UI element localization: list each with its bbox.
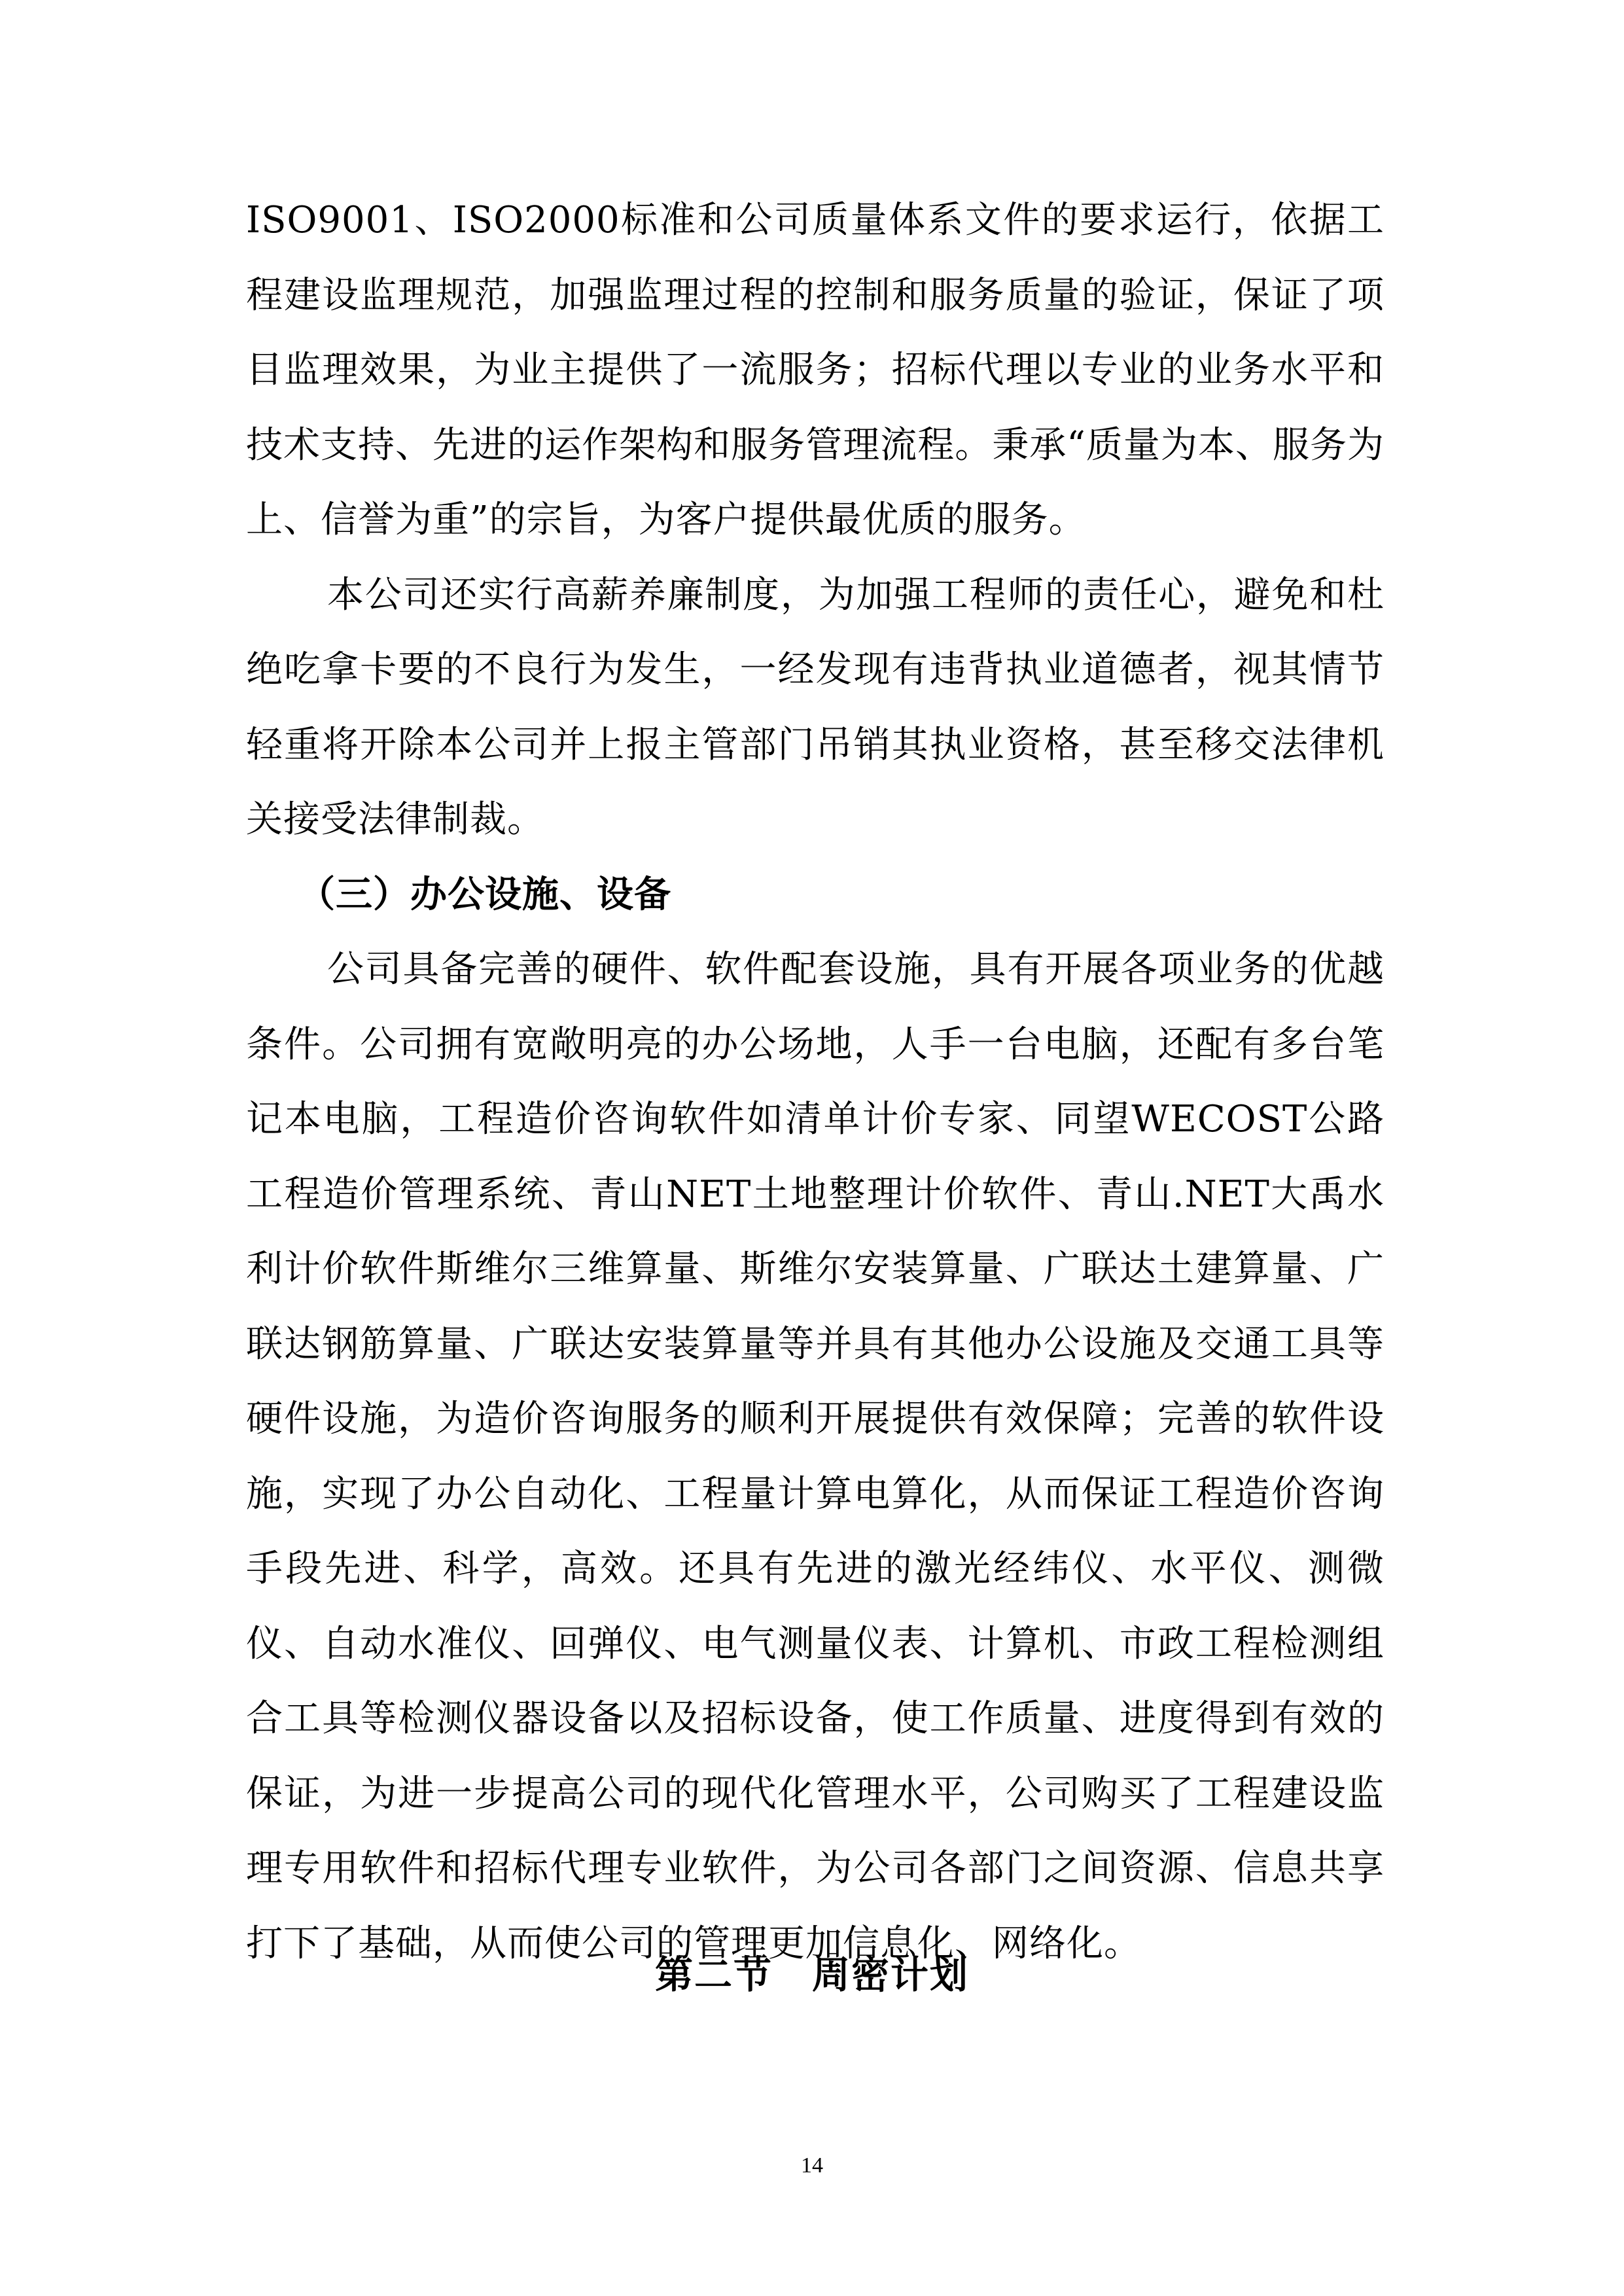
paragraph-quality-service: ISO9001、ISO2000标准和公司质量体系文件的要求运行，依据工程建设监理规范，加强监理过程的控制和服务质量的验证，保证了项目监理效果，为业主提供了一流服务；招标代理以专业的业务水平和技术支持、先进的运作架构和服务管理流程。秉承“质量为本、服务为上、信誉为重”的宗旨，为客户提供最优质的服务。 bbox=[246, 199, 1385, 541]
body-text bbox=[246, 183, 1385, 1981]
page-number: 14 bbox=[801, 2153, 823, 2178]
paragraph-office-facilities: 公司具备完善的硬件、软件配套设施，具有开展各项业务的优越条件。公司拥有宽敞明亮的办公场地，人手一台电脑，还配有多台笔记本电脑，工程造价咨询软件如清单计价专家、同望WECOST公路工程造价管理系统、青山NET土地整理计价软件、青山.NET大禹水利计价软件斯维尔三维算量、斯维尔安装算量、广联达土建算量、广联达钢筋算量、广联达安装算量等并具有其他办公设施及交通工具等硬件设施，为造价咨询服务的顺利开展提供有效保障；完善的软件设施，实现了办公自动化、工程量计算电算化，从而保证工程造价咨询手段先进、科学，高效。还具有先进的激光经纬仪、水平仪、测微仪、自动水准仪、回弹仪、电气测量仪表、计算机、市政工程检测组合工具等检测仪器设备以及招标设备，使工作质量、进度得到有效的保证，为进一步提高公司的现代化管理水平，公司购买了工程建设监理专用软件和招标代理专业软件，为公司各部门之间资源、信息共享打下了基础，从而使公司的管理更加信息化、网络化。 bbox=[246, 948, 1385, 1965]
paragraph-integrity-policy: 本公司还实行高薪养廉制度，为加强工程师的责任心，避免和杜绝吃拿卡要的不良行为发生，一经发现有违背执业道德者，视其情节轻重将开除本公司并上报主管部门吊销其执业资格，甚至移交法律机关接受法律制裁。 bbox=[246, 573, 1385, 841]
section-number: 第二节 bbox=[654, 1952, 773, 1997]
section-title bbox=[0, 1949, 1624, 2001]
subsection-heading: （三）办公设施、设备 bbox=[298, 873, 671, 916]
section-name: 周密计划 bbox=[812, 1952, 970, 1997]
